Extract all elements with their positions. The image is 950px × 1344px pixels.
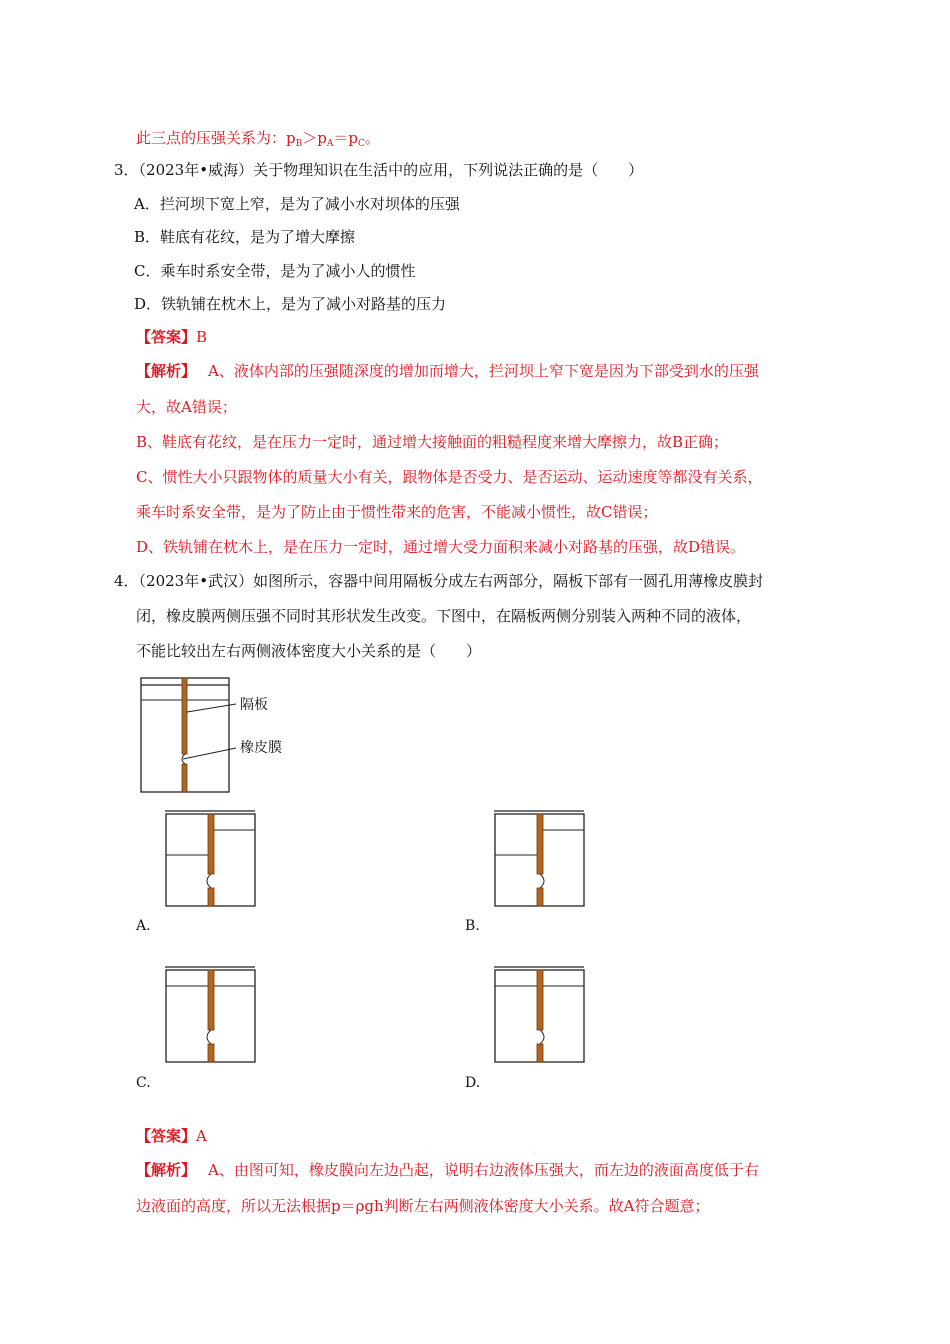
option-c-figure [163, 964, 263, 1064]
option-d-label: D. [465, 1075, 481, 1091]
q3-analysis-label: 【解析】 [136, 362, 197, 380]
q3-option-a: A．拦河坝下宽上窄，是为了减小水对坝体的压强 [134, 195, 460, 213]
q4-answer-label: 【答案】 [136, 1127, 197, 1145]
q4-analysis-line-2: 边液面的高度，所以无法根据p＝ρgh判断左右两侧液体密度大小关系。故A符合题意； [136, 1197, 710, 1215]
option-d-figure [492, 964, 592, 1064]
option-a-figure [163, 808, 263, 908]
q3-analysis-line-1: 【解析】 A、液体内部的压强随深度的增加而增大，拦河坝上窄下宽是因为下部受到水的压强 [136, 362, 759, 380]
q3-analysis-line-6: D、铁轨铺在枕木上，是在压力一定时，通过增大受力面积来减小对路基的压强，故D错误。 [136, 538, 746, 556]
q4-stem-line-3: 不能比较出左右两侧液体密度大小关系的是（ ） [136, 642, 482, 660]
partition-label: 隔板 [240, 697, 268, 713]
q3-stem: 3．（2023年•威海）关于物理知识在生活中的应用，下列说法正确的是（ ） [114, 161, 644, 179]
q4-stem-line-1: 4．（2023年•武汉）如图所示，容器中间用隔板分成左右两部分，隔板下部有一圆孔用薄橡皮膜封 [114, 572, 764, 590]
q3-answer-label: 【答案】 [136, 328, 197, 346]
q4-answer [136, 1126, 207, 1146]
q3-analysis-line-2: 大，故A错误； [136, 398, 237, 416]
q3-answer [136, 327, 207, 347]
q4-analysis-line-1: 【解析】 A、由图可知，橡皮膜向左边凸起，说明右边液体压强大，而左边的液面高度低于右 [136, 1161, 759, 1179]
q3-analysis-line-3: B、鞋底有花纹，是在压力一定时，通过增大接触面的粗糙程度来增大摩擦力，故B正确； [136, 433, 729, 451]
q3-option-b: B．鞋底有花纹，是为了增大摩擦 [134, 228, 356, 246]
q3-answer-value: B [196, 328, 208, 346]
option-b-label: B. [465, 918, 480, 934]
q3-option-d: D．铁轨铺在枕木上，是为了减小对路基的压力 [134, 295, 447, 313]
q4-answer-value: A [196, 1127, 207, 1145]
q3-option-c: C．乘车时系安全带，是为了减小人的惯性 [134, 262, 416, 280]
q3-analysis-line-4: C、惯性大小只跟物体的质量大小有关，跟物体是否受力、是否运动、运动速度等都没有关系， [136, 468, 763, 486]
membrane-label: 橡皮膜 [240, 740, 282, 756]
previous-answer-conclusion: 此三点的压强关系为：$p_B>p_A=p_C$。 [136, 129, 380, 149]
q4-stem-line-2: 闭，橡皮膜两侧压强不同时其形状发生改变。下图中，在隔板两侧分别装入两种不同的液体， [136, 607, 752, 625]
q4-analysis-label: 【解析】 [136, 1161, 197, 1179]
option-c-label: C. [136, 1075, 151, 1091]
option-b-figure [492, 808, 592, 908]
option-a-label: A. [136, 918, 151, 934]
q3-analysis-line-5: 乘车时系安全带，是为了防止由于惯性带来的危害，不能减小惯性，故C错误； [136, 503, 658, 521]
reference-container-figure [136, 676, 336, 796]
